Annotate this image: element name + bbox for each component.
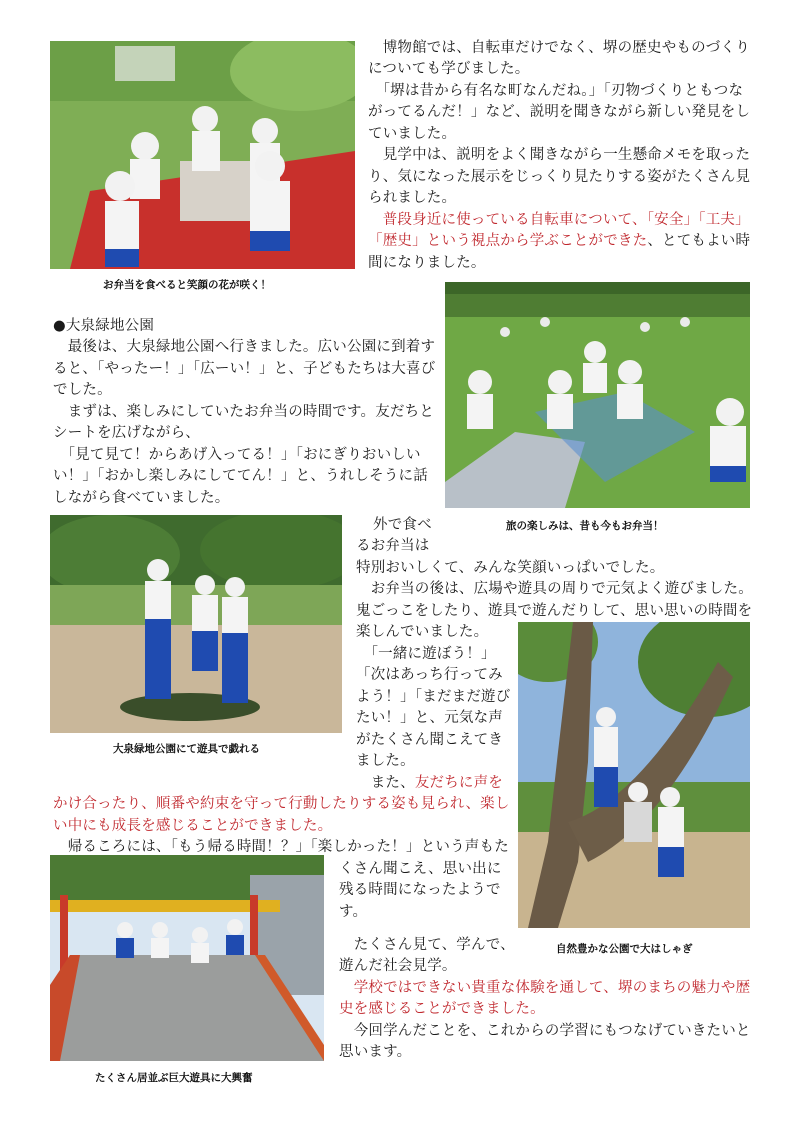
outdoor-line-3: 特別おいしくて、みんな笑顔いっぱいでした。 bbox=[356, 560, 665, 576]
outdoor-line-11: がたくさん聞こえてき bbox=[356, 732, 503, 748]
outdoor-after-3: 残る時間になったようで bbox=[339, 882, 501, 898]
outdoor-line-4: お弁当の後は、広場や遊具の周りで元気よく遊びました。 bbox=[356, 581, 753, 597]
park-line-2: ると、「やったー！」「広ーい！」と、子どもたちは大喜び bbox=[53, 361, 436, 377]
park-heading: ●大泉緑地公園 bbox=[53, 318, 155, 334]
park-line-7: い！」「おかし楽しみにしててん！」と、うれしそうに話 bbox=[53, 468, 428, 484]
museum-last-line: 間になりました。 bbox=[368, 255, 486, 271]
outdoor-line-6: 楽しんでいました。 bbox=[356, 624, 489, 640]
museum-red-line-2-wrap bbox=[368, 231, 750, 253]
caption-photo2: 旅の楽しみは、昔も今もお弁当！ bbox=[506, 520, 664, 532]
museum-line-8: られました。 bbox=[368, 190, 457, 206]
outdoor-red-a: 友だちに声を bbox=[414, 775, 504, 791]
museum-line-4: がってるんだ！」など、説明を聞きながら新しい発見をし bbox=[368, 104, 751, 120]
outdoor-line-10: たい！」と、元気な声 bbox=[356, 710, 503, 726]
closing-line-2: 遊んだ社会見学。 bbox=[339, 958, 457, 974]
outdoor-red-b: かけ合ったり、順番や約束を守って行動したりする姿も見られ、楽し bbox=[53, 796, 510, 812]
outdoor-mata: また、 bbox=[356, 775, 415, 791]
caption-photo5: たくさん居並ぶ巨大遊具に大興奮 bbox=[95, 1072, 253, 1084]
park-line-6: 「見て見て！からあげ入ってる！」「おにぎりおいしい bbox=[53, 447, 421, 463]
photo-giant-slide bbox=[50, 855, 324, 1061]
museum-line-6: 見学中は、説明をよく聞きながら一生懸命メモを取った bbox=[368, 147, 751, 163]
museum-line-7: り、気になった展示をじっくり見たりする姿がたくさん見 bbox=[368, 169, 751, 185]
park-line-4: まずは、楽しみにしていたお弁当の時間です。友だちと bbox=[53, 404, 435, 420]
photo-lunch-park bbox=[445, 282, 750, 508]
outdoor-after-2: くさん聞こえ、思い出に bbox=[339, 861, 502, 877]
outdoor-line-12: ました。 bbox=[356, 753, 415, 769]
park-line-5: シートを広げながら、 bbox=[53, 425, 200, 441]
outdoor-line-5: 鬼ごっこをしたり、遊具で遊んだりして、思い思いの時間を bbox=[356, 603, 753, 619]
outdoor-line-1: 外で食べ bbox=[373, 517, 432, 533]
outdoor-after-4: す。 bbox=[339, 904, 368, 920]
museum-tail-line-2: 、とてもよい時 bbox=[647, 233, 751, 249]
closing-line-1: たくさん見て、学んで、 bbox=[339, 937, 515, 953]
outdoor-line-7: 「一緒に遊ぼう！」 bbox=[356, 646, 496, 662]
park-line-8: しながら食べていました。 bbox=[53, 490, 230, 506]
caption-photo1: お弁当を食べると笑顔の花が咲く！ bbox=[103, 279, 271, 291]
photo-picnic-group bbox=[50, 41, 355, 269]
outdoor-line-2: るお弁当は bbox=[356, 538, 430, 554]
museum-line-1: 博物館では、自転車だけでなく、堺の歴史やものづくり bbox=[368, 40, 750, 56]
closing-line-4: 思います。 bbox=[339, 1044, 412, 1060]
outdoor-line-9: よう！」「まだまだ遊び bbox=[356, 689, 511, 705]
closing-red-2: 史を感じることができました。 bbox=[339, 1001, 545, 1017]
park-line-3: でした。 bbox=[53, 382, 112, 398]
photo-playground-three bbox=[50, 515, 342, 733]
museum-red-line-2: 「歴史」という視点から学ぶことができた bbox=[368, 233, 648, 249]
outdoor-mata-wrap bbox=[356, 773, 503, 795]
outdoor-after-1: 帰るころには、「もう帰る時間！？」「楽しかった！」という声もた bbox=[53, 839, 509, 855]
museum-red-line-1: 普段身近に使っている自転車について、「安全」「工夫」 bbox=[368, 212, 750, 228]
closing-line-3: 今回学んだことを、これからの学習にもつなげていきたいと bbox=[339, 1023, 751, 1039]
closing-red-1: 学校ではできない貴重な体験を通して、堺のまちの魅力や歴 bbox=[339, 980, 751, 996]
caption-photo4: 自然豊かな公園で大はしゃぎ bbox=[556, 943, 693, 955]
museum-line-2: についても学びました。 bbox=[368, 61, 530, 77]
outdoor-red-c: い中にも成長を感じることができました。 bbox=[53, 818, 333, 834]
museum-line-3: 「堺は昔から有名な町なんだね。」「刃物づくりともつな bbox=[368, 83, 744, 99]
outdoor-line-8: 「次はあっち行ってみ bbox=[356, 667, 503, 683]
park-line-1: 最後は、大泉緑地公園へ行きました。広い公園に到着す bbox=[53, 339, 436, 355]
museum-line-5: ていました。 bbox=[368, 126, 457, 142]
caption-photo3: 大泉緑地公園にて遊具で戯れる bbox=[113, 743, 260, 755]
photo-tree-kids bbox=[518, 622, 750, 928]
